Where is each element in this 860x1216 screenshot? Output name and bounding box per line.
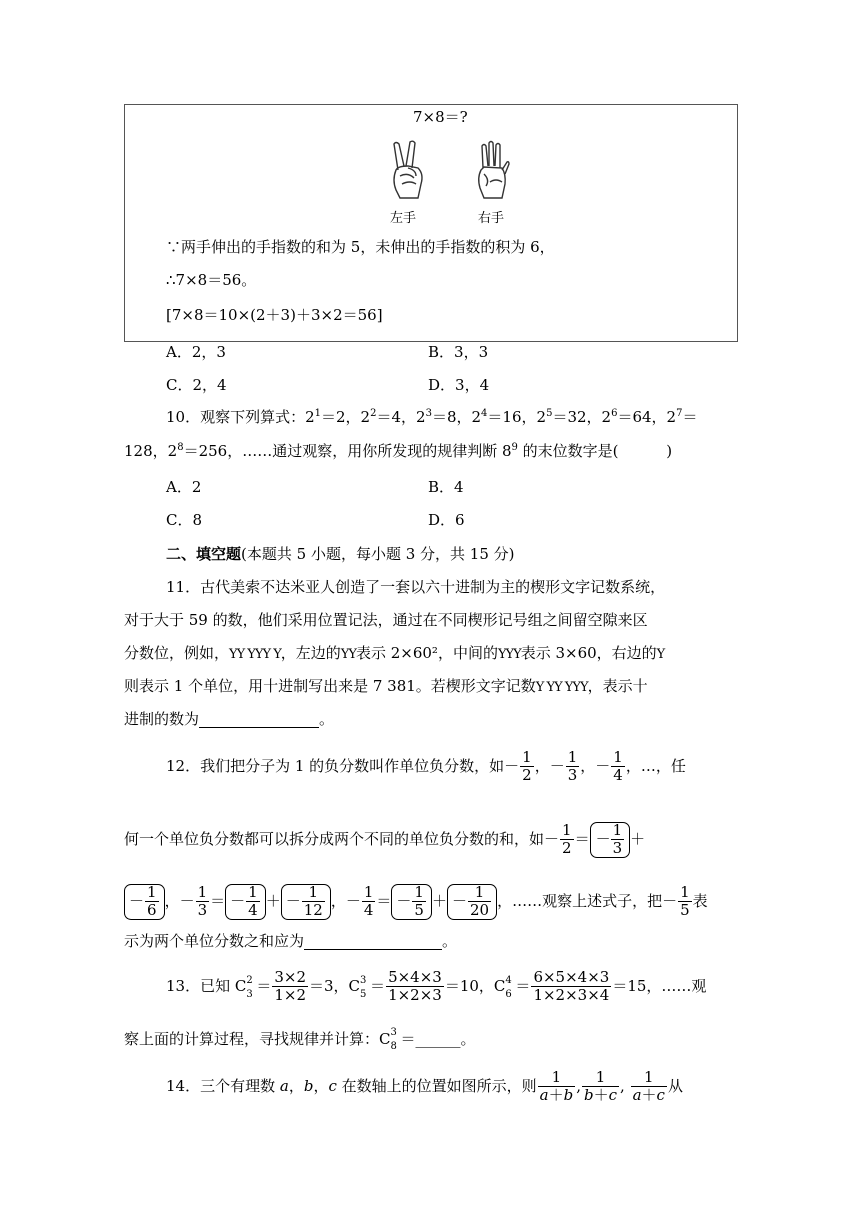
right-hand-icon bbox=[472, 140, 512, 202]
q9-option-b: B．3，3 bbox=[428, 343, 489, 361]
q9-option-c: C．2，4 bbox=[166, 376, 227, 394]
box-line-1: ∵两手伸出的手指数的和为 5，未伸出的手指数的积为 6， bbox=[166, 238, 555, 256]
left-hand-label: 左手 bbox=[390, 211, 417, 226]
section-heading-note: (本题共 5 小题，每小题 3 分，共 15 分) bbox=[241, 545, 515, 563]
right-hand-label: 右手 bbox=[478, 211, 505, 226]
q11-line-2: 对于大于 59 的数，他们采用位置记法，通过在不同楔形记号组之间留空隙来区 bbox=[124, 611, 648, 629]
q10-option-b: B．4 bbox=[428, 478, 464, 496]
q11-answer-blank[interactable] bbox=[199, 712, 319, 728]
q10-option-a: A．2 bbox=[166, 478, 202, 496]
q9-option-a: A．2，3 bbox=[166, 343, 226, 361]
q10-line-2: 128，$2^8=256$，……通过观察，用你所发现的规律判断 $8^9$ 的末位数字是( ) bbox=[124, 442, 673, 460]
q13-line-2: 察上面的计算过程，寻找规律并计算：C 3 8 ＝______。 bbox=[124, 1027, 476, 1052]
box-line-3: [7×8＝10×(2＋3)＋3×2＝56] bbox=[166, 306, 383, 324]
q11-line-5: 进制的数为 。 bbox=[124, 710, 335, 728]
left-hand-icon bbox=[388, 140, 428, 202]
q12-answer-blank[interactable] bbox=[304, 934, 442, 950]
section-heading-bold: 二、填空题 bbox=[166, 545, 242, 563]
cuneiform-question: Υ ΥΥ ΥΥΥ bbox=[535, 680, 588, 695]
box-title: 7×8＝? bbox=[413, 108, 468, 126]
q11-line-4: 则表示 1 个单位，用十进制写出来是 7 381。若楔形文字记数Υ ΥΥ ΥΥΥ，表示十 bbox=[124, 677, 648, 695]
q9-option-d: D．3，4 bbox=[428, 376, 490, 394]
q10-option-d: D．6 bbox=[428, 511, 465, 529]
q10-line-1: 10．观察下列算式：$2^1=2$，$2^2=4$，$2^3=8$，$2^4=16$，$2^5=32$，$2^6=64$，$2^7=$ bbox=[166, 408, 698, 426]
q12-line-1: 12．我们把分子为 1 的负分数叫作单位负分数，如－ $\frac{1}{2}$ ，－ $\frac{1}{3}$ ，－ $\frac{1}{4}$ ，…，任 bbox=[166, 748, 686, 784]
q12-line-4: 示为两个单位分数之和应为 。 bbox=[124, 932, 458, 950]
section-heading bbox=[166, 547, 515, 562]
q13-line-1: 13．已知 C 2 3 ＝ $\frac{3\times 2}{1\times 2}$ ＝3，C 3 5 ＝ $\frac{5\times 4\times 3}{1\times 2\times 3}$ ＝10，C 4 6 ＝ $\frac{6\times 5\times 4\times 3}{1\times 2\times 3\times 4}$ ＝15，……观 bbox=[166, 968, 707, 1004]
box-line-2: ∴7×8＝56。 bbox=[166, 271, 257, 289]
q10-option-c: C．8 bbox=[166, 511, 203, 529]
q12-line-2: 何一个单位负分数都可以拆分成两个不同的单位负分数的和，如－ $\frac{1}{2}$ ＝ － $\frac{1}{3}$ ＋ bbox=[124, 821, 646, 857]
q12-line-3: － $\frac{1}{6}$ ，－ $\frac{1}{3}$ ＝ － $\frac{1}{4}$ ＋ － $\frac{1}{12}$ ，－ $\frac{1}{4}$ ＝ － $\frac{1}{5}$ ＋ － $\frac{1}{20}$ ，……观察上述式子，把－ $\frac{1}{5}$ 表 bbox=[124, 884, 708, 920]
q14-line-1: 14．三个有理数 a，b，c 在数轴上的位置如图所示，则 $\frac{1}{a+b}$ , $\frac{1}{b+c}$ , $\frac{1}{a+c}$ 从 bbox=[166, 1068, 683, 1104]
q11-line-1: 11．古代美索不达米亚人创造了一套以六十进制为主的楔形文字记数系统， bbox=[166, 578, 666, 596]
q11-line-3: 分数位，例如，ΥΥ ΥΥΥ Υ，左边的ΥΥ表示 2×60²，中间的ΥΥΥ表示 3×60，右边的Υ bbox=[124, 644, 665, 662]
cuneiform-sample: ΥΥ ΥΥΥ Υ bbox=[229, 647, 281, 662]
